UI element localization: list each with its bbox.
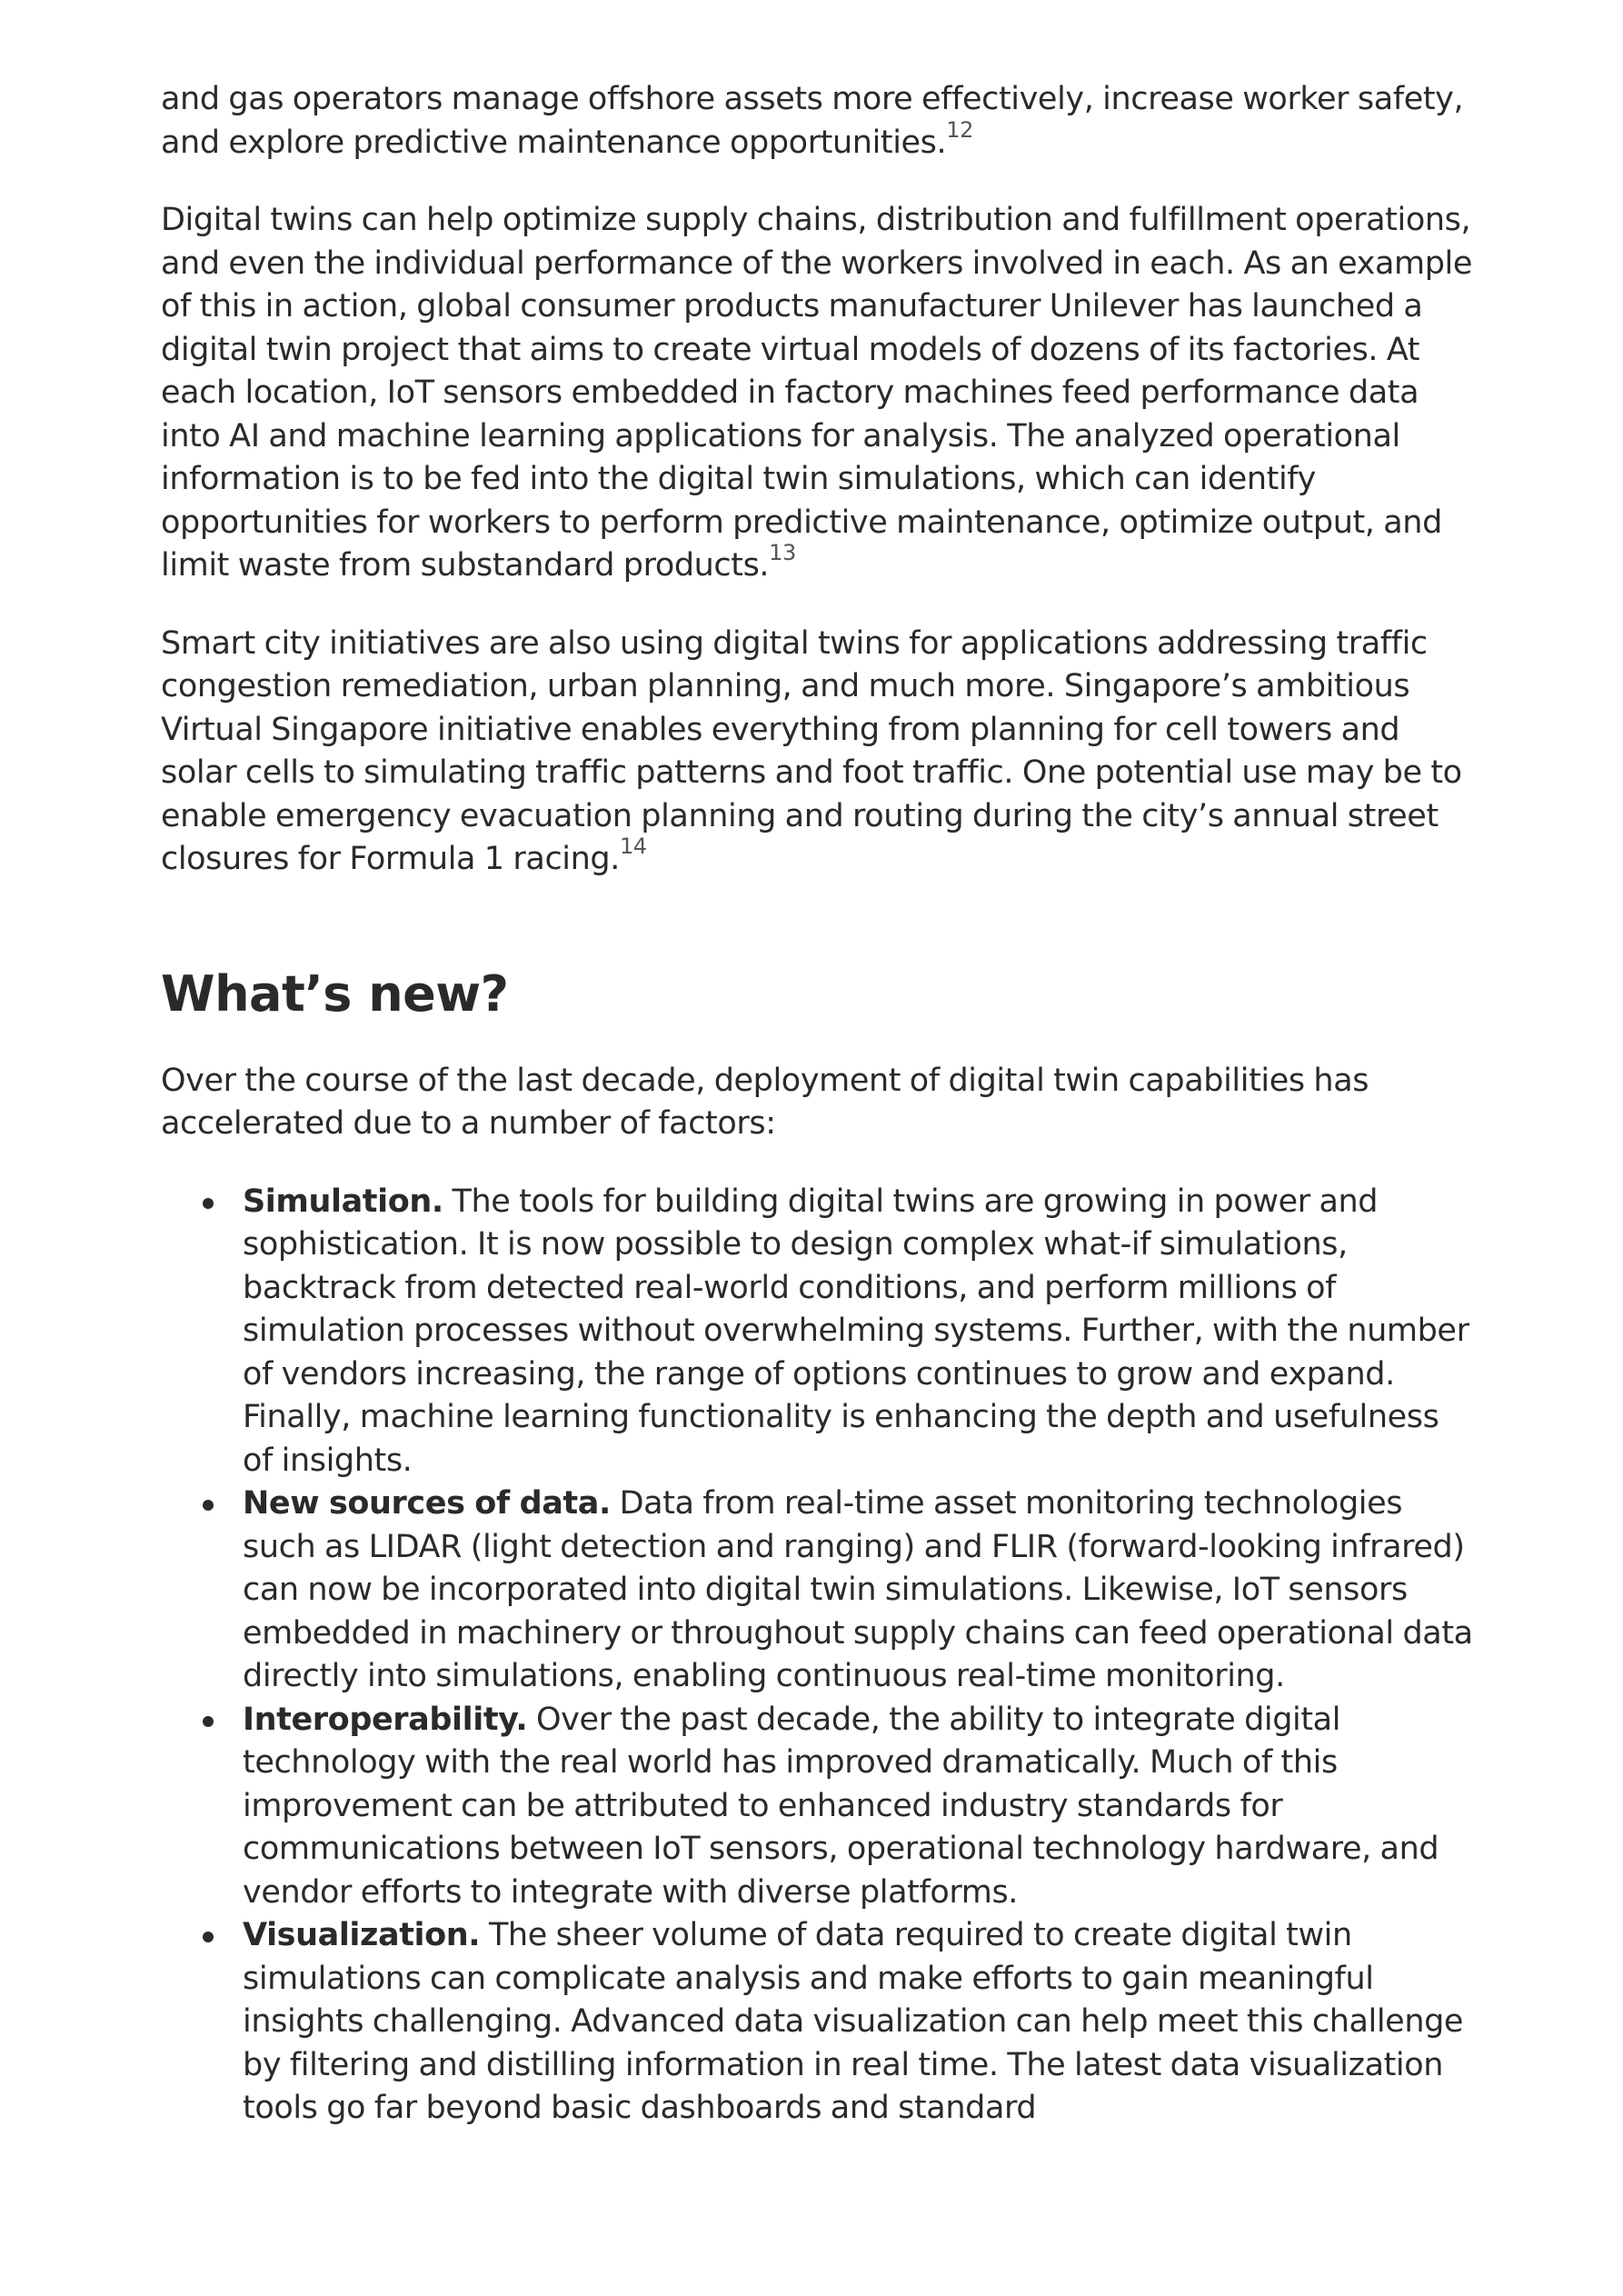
list-item-simulation xyxy=(243,1181,1478,1483)
paragraph-text: and gas operators manage offshore assets more effectively, increase worker safety, and explore predictive maintenance opportunities. xyxy=(161,81,1464,161)
paragraph-text: Digital twins can help optimize supply chains, distribution and fulfillment operations, and even the individual performance of the workers involved in each. As an example of this in action, global consumer products manufacturer Unilever has launched a digital twin project that aims to create virtual models of dozens of its factories. At each location, IoT sensors embedded in factory machines feed performance data into AI and machine learning applications for analysis. The analyzed operational information is to be fed into the digital twin simulations, which can identify opportunities for workers to perform predictive maintenance, optimize output, and limit waste from substandard products. xyxy=(161,202,1472,584)
bullet-icon xyxy=(203,1716,214,1727)
list-item-visualization xyxy=(243,1914,1478,2131)
bullet-icon xyxy=(203,1198,214,1209)
footnote-ref[interactable]: 14 xyxy=(619,834,647,860)
list-item-term: New sources of data. xyxy=(243,1485,611,1522)
footnote-ref[interactable]: 13 xyxy=(769,540,796,566)
bullet-icon xyxy=(203,1932,214,1942)
section-intro: Over the course of the last decade, deployment of digital twin capabilities has accelerated due to a number of factors: xyxy=(161,1062,1369,1142)
paragraph-smart-city xyxy=(161,623,1478,882)
list-item-text: Data from real-time asset monitoring technologies such as LIDAR (light detection and ranging) and FLIR (forward-looking infrared) can now be incorporated into digital twin simulations. Likewise, IoT sensors embedded in machinery or throughout supply chains can feed operational data directly into simulations, enabling continuous real-time monitoring. xyxy=(243,1485,1473,1694)
paragraph-offshore xyxy=(161,78,1478,165)
list-item-interoperability xyxy=(243,1699,1478,1915)
list-item-text: Over the past decade, the ability to integrate digital technology with the real world has improved dramatically. Much of this improvement can be attributed to enhanced industry standards for communications between IoT sensors, operational technology hardware, and vendor efforts to integrate with diverse platforms. xyxy=(243,1701,1439,1911)
list-item-term: Interoperability. xyxy=(243,1701,528,1738)
footnote-ref[interactable]: 12 xyxy=(946,116,973,143)
section-heading: What’s new? xyxy=(161,964,509,1023)
list-item-term: Visualization. xyxy=(243,1917,481,1953)
factors-list xyxy=(161,1181,1478,2131)
bullet-icon xyxy=(203,1500,214,1511)
list-item-text: The sheer volume of data required to create digital twin simulations can complicate analysis and make efforts to gain meaningful insights challenging. Advanced data visualization can help meet this challenge by filtering and distilling information in real time. The latest data visualization tools go far beyond basic dashboards and standard xyxy=(243,1917,1464,2126)
list-item-text: The tools for building digital twins are growing in power and sophistication. It is now possible to design complex what-if simulations, backtrack from detected real-world conditions, and perform millions of simulation processes without overwhelming systems. Further, with the number of vendors increasing, the range of options continues to grow and expand. Finally, machine learning functionality is enhancing the depth and usefulness of insights. xyxy=(243,1183,1469,1479)
list-item-new-sources xyxy=(243,1482,1478,1699)
paragraph-text: Smart city initiatives are also using digital twins for applications addressing traffic congestion remediation, urban planning, and much more. Singapore’s ambitious Virtual Singapore initiative enables everything from planning for cell towers and solar cells to simulating traffic patterns and foot traffic. One potential use may be to enable emergency evacuation planning and routing during the city’s annual street closures for Formula 1 racing. xyxy=(161,624,1462,877)
list-item-term: Simulation. xyxy=(243,1183,443,1220)
paragraph-supply-chains xyxy=(161,199,1478,588)
